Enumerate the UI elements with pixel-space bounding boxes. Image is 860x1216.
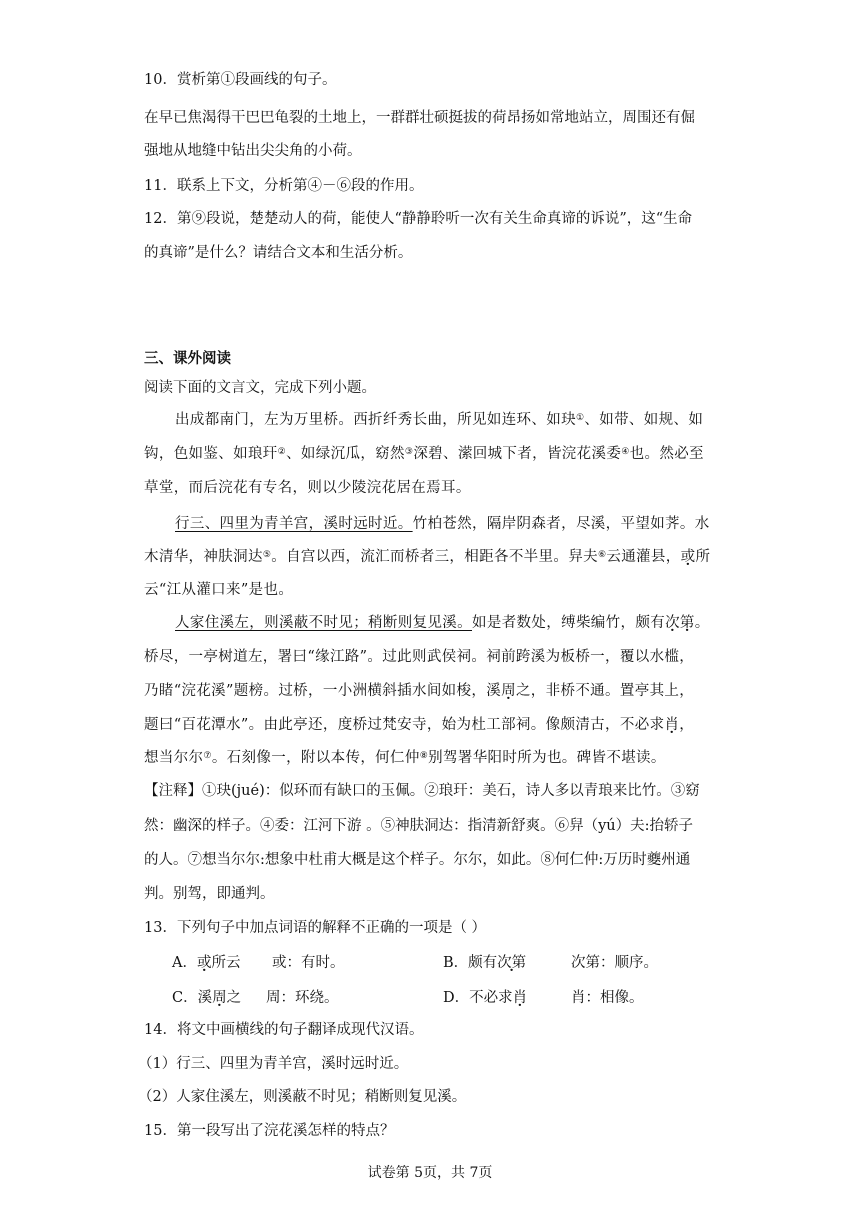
notes-line4: 判。别驾，即通判。 <box>144 886 275 902</box>
q13-gloss-a: 或：有时。 <box>272 955 345 971</box>
q15-prompt: 15．第一段写出了浣花溪怎样的特点？ <box>144 1123 395 1139</box>
q11-prompt: 11．联系上下文，分析第④－⑥段的作用。 <box>144 178 424 194</box>
q13-option-d: D．不必求肖 <box>443 990 528 1006</box>
q13-gloss-d: 肖：相像。 <box>571 990 644 1006</box>
passage-p2-line3: 云“江从灌口来”是也。 <box>144 582 294 598</box>
q13-option-b: B．颇有次第 <box>443 955 527 971</box>
passage-p1-line2: 钩，色如鉴、如琅玕②、如绿沉瓜，窈然③深碧、潆回城下者，皆浣花溪委④也。然必至 <box>144 446 704 462</box>
page-footer: 试卷第 5页，共 7页 <box>367 1165 493 1181</box>
passage-p3-line5: 想当尔尔⑦。石刻像一，附以本传，何仁仲⑧别驾署华阳时所为也。碑皆不堪读。 <box>144 750 666 766</box>
section-heading: 三、课外阅读 <box>144 350 231 367</box>
passage-p2-line2: 木清华，神肤洞达⑤。自宫以西，流汇而桥者三，相距各不半里。舁夫⑥云通灌县，或所 <box>144 549 711 565</box>
q14-prompt: 14．将文中画横线的句子翻译成现代汉语。 <box>144 1022 424 1038</box>
notes-line2: 然：幽深的样子。④委：江河下游 。⑤神肤洞达：指清新舒爽。⑥舁（yú）夫:抬轿子 <box>144 818 694 834</box>
underlined-sentence-1: 行三、四里为青羊宫，溪时远时近。 <box>175 516 413 532</box>
passage-p3-line2: 桥尽，一亭树道左，署曰“缘江路”。过此则武侯祠。祠前跨溪为板桥一，覆以水槛， <box>144 649 695 665</box>
q13-gloss-b: 次第：顺序。 <box>571 955 658 971</box>
passage-p3-line1: 人家住溪左，则溪蔽不时见；稍断则复见溪。如是者数处，缚柴编竹，颇有次第。 <box>175 615 710 631</box>
q14-sentence-2: （2）人家住溪左，则溪蔽不时见；稍断则复见溪。 <box>138 1089 467 1105</box>
passage-p1-line1: 出成都南门，左为万里桥。西折纤秀长曲，所见如连环、如玦①、如带、如规、如 <box>175 412 704 428</box>
q10-prompt: 10．赏析第①段画线的句子。 <box>144 72 337 88</box>
q13-gloss-c: 周：环绕。 <box>266 990 339 1006</box>
passage-p2-line1: 行三、四里为青羊宫，溪时远时近。竹柏苍然，隔岸阴森者，尽溪，平望如荠。水 <box>175 516 710 532</box>
q14-sentence-1: （1）行三、四里为青羊宫，溪时远时近。 <box>138 1056 409 1072</box>
q13-option-a: A．或所云 <box>172 955 241 971</box>
dotted-word-huo: 或 <box>680 549 696 565</box>
passage-p3-line4: 题曰“百花潭水”。由此亭还，度桥过梵安寺，始为杜工部祠。像颇清古，不必求肖， <box>144 717 695 733</box>
passage-p1-line3: 草堂，而后浣花有专名，则以少陵浣花居在焉耳。 <box>144 480 471 496</box>
notes-line1: 【注释】①玦(jué)：似环而有缺口的玉佩。②琅玕：美石，诗人多以青琅来比竹。③窈 <box>144 783 700 799</box>
q12-prompt-line2: 的真谛”是什么？请结合文本和生活分析。 <box>144 245 413 261</box>
passage-p3-line3: 乃睹“浣花溪”题榜。过桥，一小洲横斜插水间如梭，溪周之，非桥不通。置亭其上， <box>144 683 695 699</box>
notes-line3: 的人。⑦想当尔尔:想象中杜甫大概是这个样子。尔尔，如此。⑧何仁仲:万历时夔州通 <box>144 852 691 868</box>
q12-prompt-line1: 12．第⑨段说，楚楚动人的荷，能使人“静静聆听一次有关生命真谛的诉说”，这“生命 <box>144 211 693 227</box>
q13-prompt: 13．下列句子中加点词语的解释不正确的一项是（ ） <box>144 920 487 936</box>
q10-quote-line2: 强地从地缝中钻出尖尖角的小荷。 <box>144 143 362 159</box>
section-instruction: 阅读下面的文言文，完成下列小题。 <box>144 380 376 396</box>
q13-option-c: C．溪周之 <box>172 990 242 1006</box>
underlined-sentence-2: 人家住溪左，则溪蔽不时见；稍断则复见溪。 <box>175 615 472 631</box>
q10-quote-line1: 在早已焦渴得干巴巴龟裂的土地上，一群群壮硕挺拔的荷昂扬如常地站立，周围还有倔 <box>144 110 695 126</box>
